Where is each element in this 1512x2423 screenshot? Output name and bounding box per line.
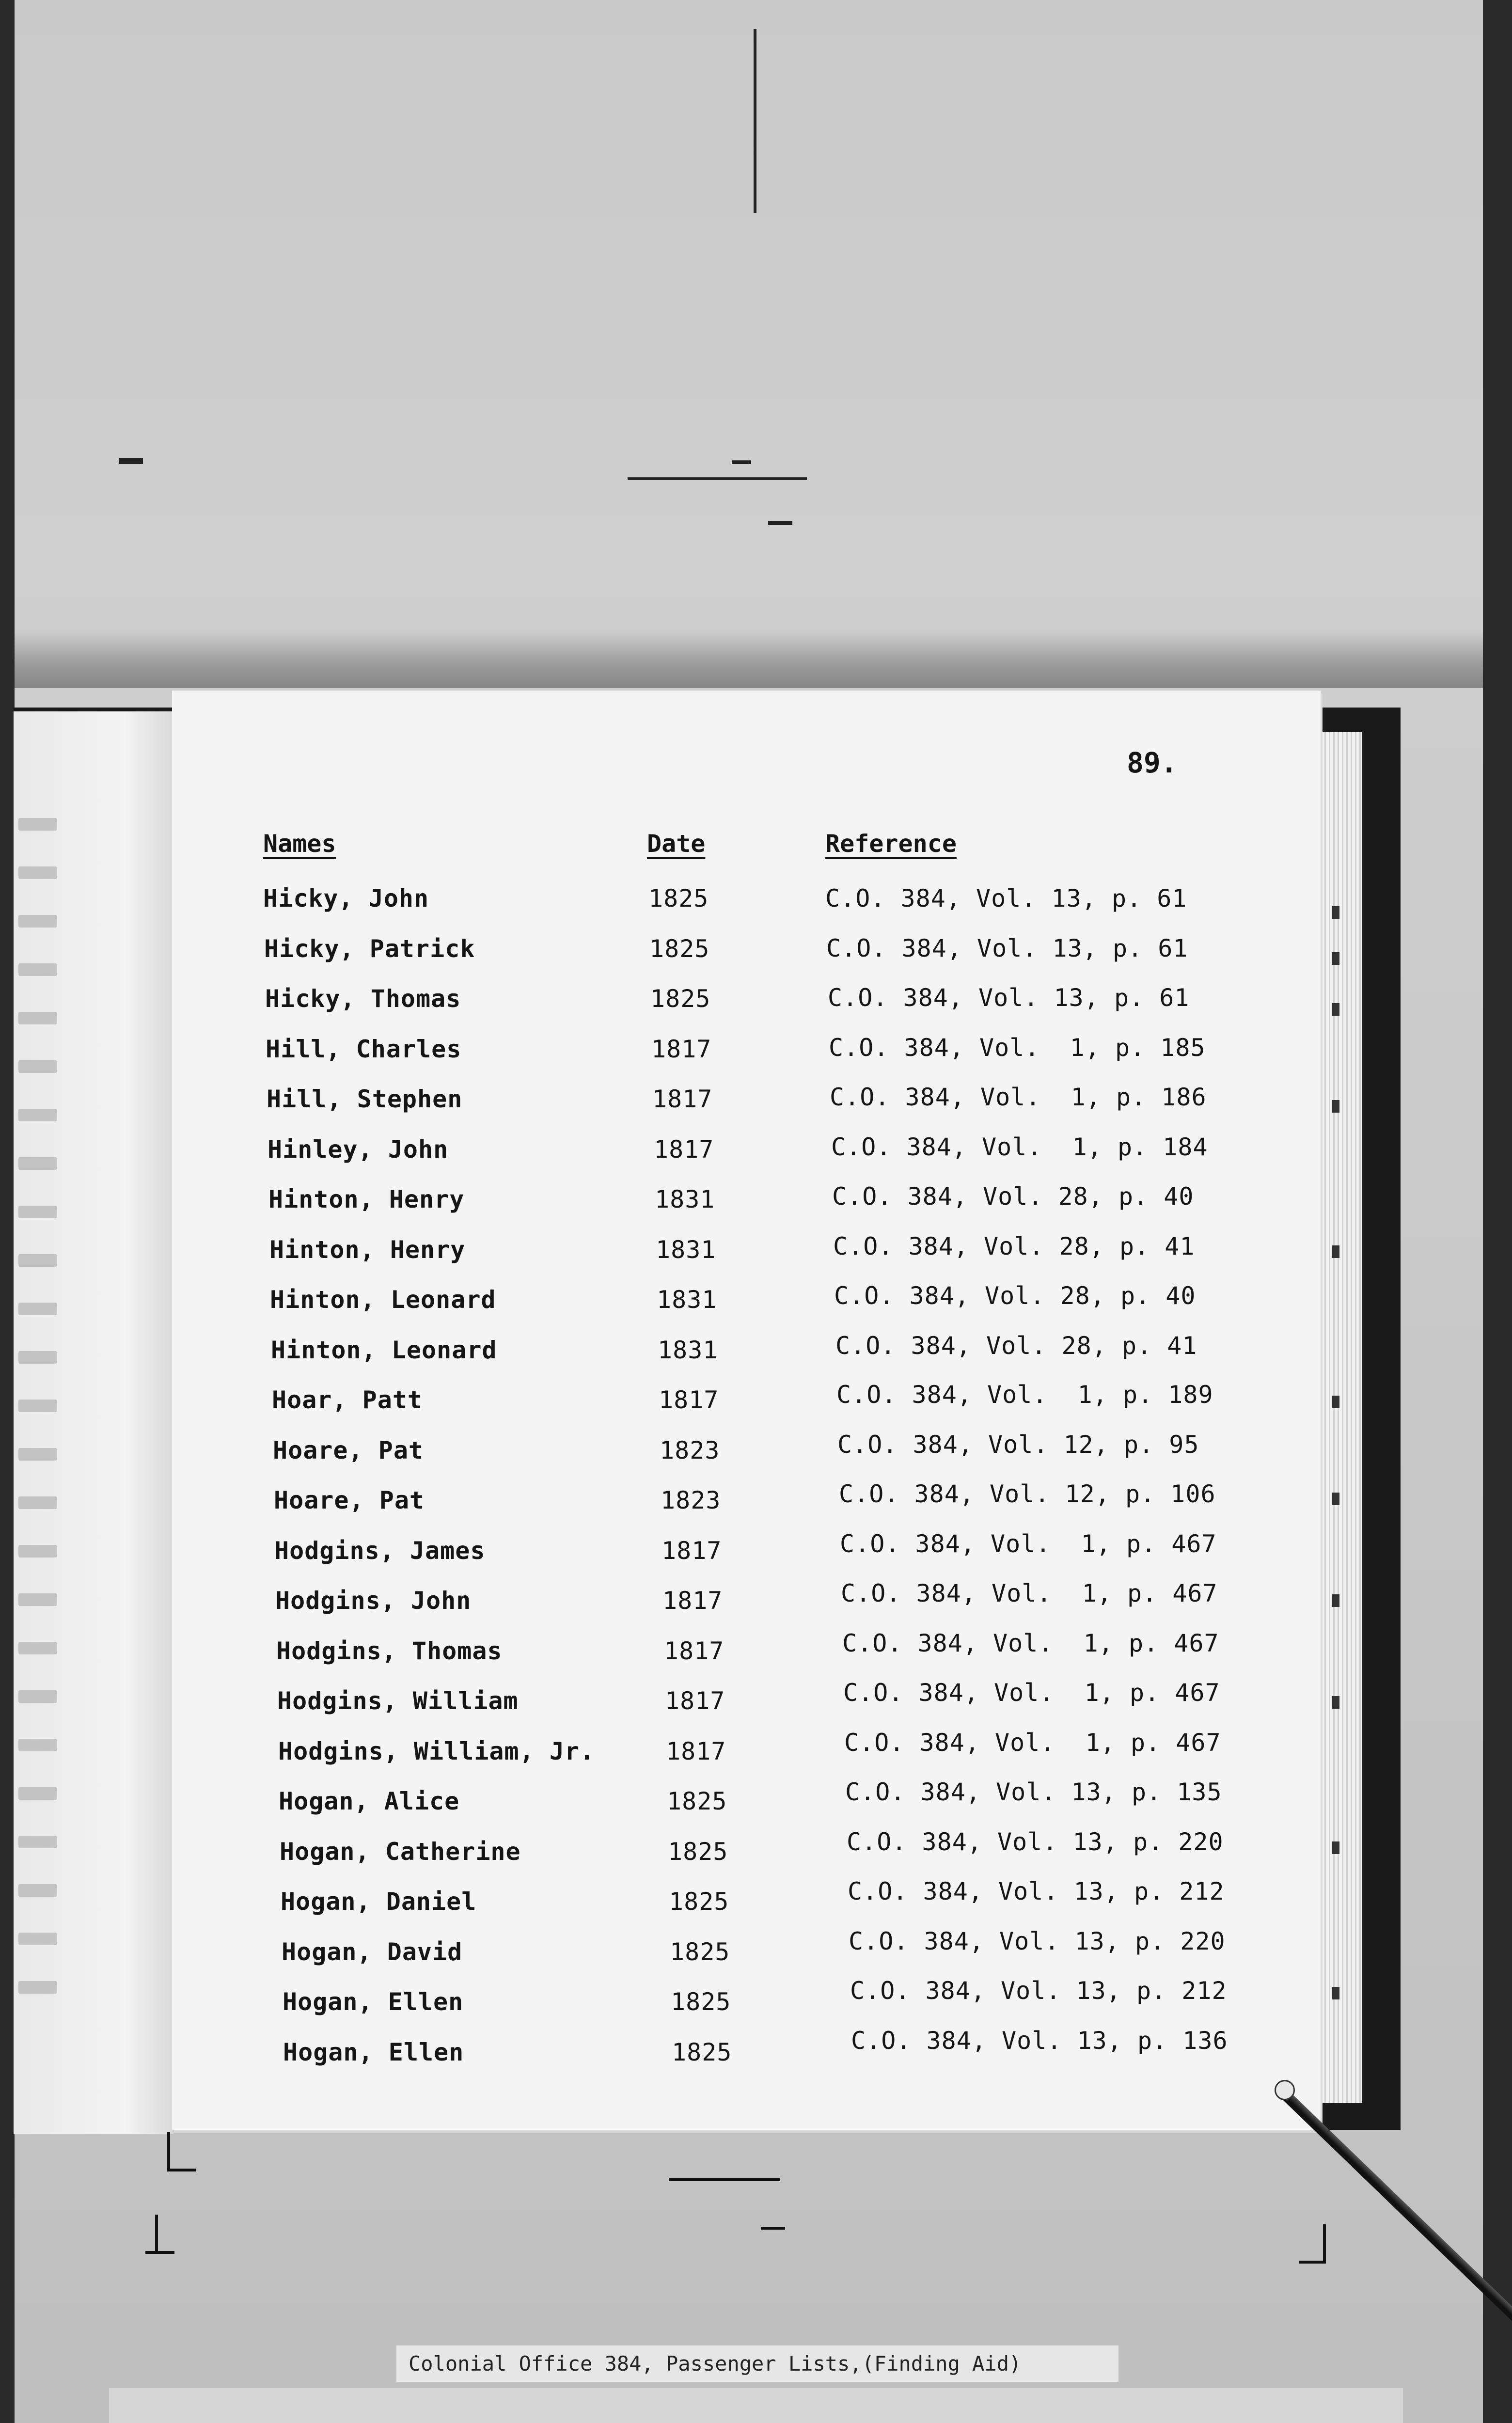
- entry-date: 1823: [661, 1486, 721, 1514]
- table-row: [0, 1135, 1512, 1174]
- entry-date: 1817: [662, 1587, 723, 1615]
- entry-name: Hoare, Pat: [273, 1436, 424, 1464]
- column-header-names: Names: [263, 830, 336, 858]
- table-row: [0, 1232, 1512, 1274]
- entry-name: Hogan, Ellen: [283, 2038, 464, 2066]
- entry-date: 1825: [667, 1787, 727, 1815]
- table-row: [0, 1877, 1512, 1926]
- entry-reference: C.O. 384, Vol. 1, p. 467: [843, 1679, 1220, 1707]
- table-row: [0, 1035, 1512, 1074]
- entry-name: Hogan, Catherine: [280, 1838, 521, 1866]
- entry-date: 1825: [670, 1938, 730, 1966]
- entry-name: Hinton, Henry: [268, 1185, 465, 1213]
- entry-date: 1831: [655, 1185, 715, 1213]
- entry-name: Hogan, David: [282, 1938, 463, 1966]
- entry-date: 1825: [669, 1888, 729, 1916]
- entry-reference: C.O. 384, Vol. 28, p. 41: [835, 1332, 1197, 1360]
- column-header-reference: Reference: [825, 830, 957, 858]
- entry-date: 1817: [659, 1386, 719, 1414]
- wall-mark: [754, 29, 756, 213]
- table-row: [0, 1085, 1512, 1124]
- crop-mark: [167, 2132, 170, 2171]
- table-row: [0, 1828, 1512, 1876]
- entry-date: 1831: [657, 1286, 717, 1314]
- entry-date: 1825: [648, 884, 709, 913]
- table-row: [0, 1679, 1512, 1726]
- crop-mark: [155, 2215, 158, 2253]
- crop-mark: [1323, 2224, 1326, 2263]
- table-row: [0, 1381, 1512, 1425]
- entry-reference: C.O. 384, Vol. 1, p. 467: [840, 1530, 1217, 1558]
- entry-name: Hicky, John: [263, 884, 429, 913]
- entry-reference: C.O. 384, Vol. 12, p. 95: [837, 1431, 1199, 1459]
- entry-name: Hodgins, Thomas: [276, 1637, 503, 1665]
- archive-label-card: [109, 2388, 1403, 2423]
- pointer-tip: [1275, 2080, 1295, 2100]
- table-row: [0, 985, 1512, 1023]
- entry-reference: C.O. 384, Vol. 28, p. 41: [833, 1232, 1195, 1260]
- page-number: 89.: [1127, 746, 1178, 779]
- entry-name: Hogan, Ellen: [283, 1988, 464, 2016]
- entry-name: Hogan, Daniel: [281, 1888, 477, 1916]
- table-row: [0, 1282, 1512, 1324]
- entry-date: 1831: [658, 1336, 718, 1364]
- microfilm-caption: Colonial Office 384, Passenger Lists,(Finding Aid): [396, 2345, 1118, 2382]
- entry-reference: C.O. 384, Vol. 1, p. 185: [829, 1034, 1206, 1062]
- entry-name: Hogan, Alice: [279, 1787, 460, 1815]
- entry-reference: C.O. 384, Vol. 1, p. 189: [836, 1381, 1213, 1409]
- entry-name: Hodgins, William, Jr.: [278, 1737, 595, 1765]
- entry-reference: C.O. 384, Vol. 1, p. 467: [844, 1729, 1221, 1757]
- crop-mark: [761, 2227, 785, 2230]
- table-row: [0, 2027, 1512, 2077]
- entry-date: 1825: [672, 2038, 732, 2066]
- entry-name: Hodgins, James: [274, 1537, 486, 1565]
- entry-reference: C.O. 384, Vol. 28, p. 40: [832, 1182, 1194, 1211]
- wall-mark: [768, 521, 792, 525]
- entry-name: Hodgins, John: [275, 1587, 472, 1615]
- entry-reference: C.O. 384, Vol. 1, p. 467: [841, 1579, 1218, 1607]
- entry-name: Hicky, Patrick: [264, 935, 475, 963]
- entry-reference: C.O. 384, Vol. 28, p. 40: [834, 1282, 1196, 1310]
- entry-date: 1817: [654, 1135, 714, 1164]
- entry-date: 1831: [656, 1236, 716, 1264]
- table-row: [0, 1431, 1512, 1475]
- table-row: [0, 884, 1512, 923]
- table-row: [0, 1579, 1512, 1625]
- entry-reference: C.O. 384, Vol. 13, p. 61: [826, 934, 1188, 962]
- table-row: [0, 1778, 1512, 1826]
- table-row: [0, 1182, 1512, 1224]
- entry-reference: C.O. 384, Vol. 1, p. 186: [830, 1083, 1207, 1111]
- crop-mark: [669, 2178, 780, 2181]
- entry-reference: C.O. 384, Vol. 13, p. 61: [825, 884, 1187, 913]
- entry-date: 1817: [652, 1085, 713, 1113]
- entry-name: Hinton, Leonard: [270, 1286, 496, 1314]
- table-row: [0, 1629, 1512, 1676]
- book-shadow: [15, 630, 1483, 688]
- crop-mark: [167, 2169, 196, 2171]
- entry-name: Hill, Charles: [266, 1035, 462, 1063]
- entry-date: 1825: [671, 1988, 731, 2016]
- entry-date: 1823: [660, 1436, 720, 1464]
- entry-name: Hinton, Leonard: [271, 1336, 497, 1364]
- entry-reference: C.O. 384, Vol. 13, p. 212: [850, 1977, 1227, 2005]
- table-row: [0, 1729, 1512, 1776]
- entry-date: 1817: [666, 1737, 726, 1765]
- entry-date: 1817: [665, 1687, 725, 1715]
- entry-reference: C.O. 384, Vol. 1, p. 467: [842, 1629, 1219, 1657]
- wall-mark: [628, 477, 807, 480]
- entry-date: 1817: [651, 1035, 712, 1063]
- entry-reference: C.O. 384, Vol. 13, p. 220: [849, 1927, 1226, 1955]
- entry-reference: C.O. 384, Vol. 13, p. 135: [845, 1778, 1222, 1806]
- entry-reference: C.O. 384, Vol. 13, p. 136: [851, 2027, 1228, 2055]
- table-row: [0, 1480, 1512, 1525]
- column-header-date: Date: [647, 830, 706, 858]
- entry-name: Hinley, John: [268, 1135, 449, 1164]
- crop-mark: [145, 2251, 174, 2254]
- table-row: [0, 1332, 1512, 1375]
- entry-name: Hoare, Pat: [274, 1486, 425, 1514]
- table-row: [0, 1927, 1512, 1977]
- crop-mark: [1299, 2261, 1326, 2264]
- entry-reference: C.O. 384, Vol. 13, p. 61: [828, 984, 1190, 1012]
- table-row: [0, 1530, 1512, 1575]
- entry-date: 1825: [649, 935, 710, 963]
- wall-mark: [119, 458, 143, 464]
- entry-date: 1817: [662, 1537, 722, 1565]
- table-row: [0, 935, 1512, 974]
- entry-date: 1825: [668, 1838, 728, 1866]
- entry-date: 1825: [650, 985, 711, 1013]
- entry-name: Hill, Stephen: [267, 1085, 463, 1113]
- entry-name: Hoar, Patt: [272, 1386, 423, 1414]
- table-row: [0, 1977, 1512, 2027]
- entry-reference: C.O. 384, Vol. 12, p. 106: [839, 1480, 1216, 1508]
- entry-reference: C.O. 384, Vol. 1, p. 184: [831, 1133, 1208, 1161]
- entry-name: Hodgins, William: [277, 1687, 519, 1715]
- entry-date: 1817: [664, 1637, 724, 1665]
- wall-mark: [732, 460, 751, 464]
- entry-reference: C.O. 384, Vol. 13, p. 220: [847, 1828, 1224, 1856]
- entry-name: Hicky, Thomas: [265, 985, 461, 1013]
- entry-name: Hinton, Henry: [269, 1236, 466, 1264]
- entry-reference: C.O. 384, Vol. 13, p. 212: [848, 1877, 1225, 1905]
